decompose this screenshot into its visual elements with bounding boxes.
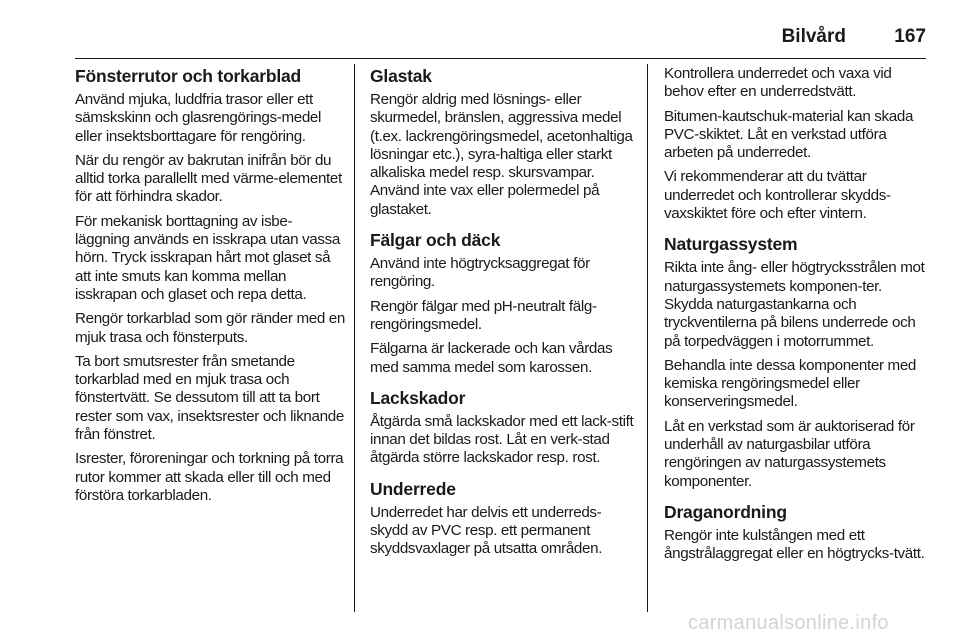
paragraph: Åtgärda små lackskador med ett lack-stift innan det bildas rost. Låt en verk-stad åtgärda större lackskador resp. rost.	[370, 412, 634, 467]
watermark: carmanualsonline.info	[688, 612, 889, 634]
column-3	[664, 65, 930, 570]
section-heading-naturgas: Naturgassystem	[664, 234, 798, 255]
paragraph: Ta bort smutsrester från smetande torkarblad med en mjuk trasa och fönstertvätt. Se dessutom till att ta bort rester som vax, insektsrester och liknande från fönstret.	[75, 352, 344, 444]
paragraph: När du rengör av bakrutan inifrån bör du alltid torka parallellt med värme-elementet för att förhindra skador.	[75, 151, 342, 206]
paragraph: Använd mjuka, luddfria trasor eller ett sämskskinn och glasrengörings-medel eller insektsborttagare för rengöring.	[75, 91, 322, 145]
section-heading-draganordning: Draganordning	[664, 501, 787, 522]
paragraph: Fälgarna är lackerade och kan vårdas med samma medel som karossen.	[370, 340, 613, 376]
paragraph: Rengör torkarblad som gör ränder med en mjuk trasa och fönsterputs.	[75, 310, 345, 346]
paragraph: Låt en verkstad som är auktoriserad för underhåll av naturgasbilar utföra rengöringen av naturgassystemets komponenter.	[664, 417, 915, 490]
page-number: 167	[894, 26, 926, 47]
section-heading-glastak: Glastak	[370, 66, 432, 86]
column-2	[370, 65, 638, 565]
paragraph: Kontrollera underredet och vaxa vid behov efter en underredstvätt.	[664, 65, 892, 101]
page-header	[75, 26, 926, 60]
header-divider	[75, 58, 926, 59]
paragraph: Rengör fälgar med pH-neutralt fälg-rengöringsmedel.	[370, 297, 597, 333]
paragraph: För mekanisk borttagning av isbe-läggning används en isskrapa utan vassa hörn. Tryck isskrapan hårt mot glaset så att inte smuts kan komma mellan isskrapan och glaset och repa detta.	[75, 212, 340, 303]
paragraph: Behandla inte dessa komponenter med kemiska rengöringsmedel eller konserveringsmedel.	[664, 356, 917, 411]
paragraph: Isrester, föroreningar och torkning på torra rutor kommer att skada eller till och med förstöra torkarbladen.	[75, 450, 344, 504]
paragraph: Bitumen-kautschuk-material kan skada PVC-skiktet. Låt en verkstad utföra arbeten på underredet.	[664, 107, 914, 162]
column-1	[75, 65, 345, 511]
paragraph: Rikta inte ång- eller högtrycksstrålen mot naturgassystemets komponen-ter. Skydda naturgastankarna och tryckventilerna på bilens underrede och på torpedväggen i motorrummet.	[664, 259, 925, 350]
section-heading-falgar: Fälgar och däck	[370, 230, 501, 251]
paragraph: Rengör aldrig med lösnings- eller skurmedel, bränslen, aggressiva medel (t.ex. lackrengöringsmedel, acetonhaltiga lösningar etc.), syra-haltiga eller starkt alkaliska medel resp. skursvampar. Använd inte vax eller polermedel på glastaket.	[370, 91, 633, 218]
column-divider-2	[647, 64, 648, 612]
column-divider-1	[354, 64, 355, 612]
page-title: Bilvård	[781, 26, 846, 47]
section-heading-windows: Fönsterrutor och torkarblad	[75, 66, 302, 86]
paragraph: Vi rekommenderar att du tvättar underredet och kontrollerar skydds-vaxskiktet före och efter vintern.	[664, 168, 891, 223]
paragraph: Underredet har delvis ett underreds-skydd av PVC resp. ett permanent skyddsvaxlager på utsatta områden.	[370, 503, 603, 558]
paragraph: Rengör inte kulstången med ett ångstrålaggregat eller en högtrycks-tvätt.	[664, 526, 925, 563]
section-heading-underrede: Underrede	[370, 478, 456, 499]
paragraph: Använd inte högtrycksaggregat för rengöring.	[370, 255, 590, 291]
section-heading-lackskador: Lackskador	[370, 387, 466, 408]
